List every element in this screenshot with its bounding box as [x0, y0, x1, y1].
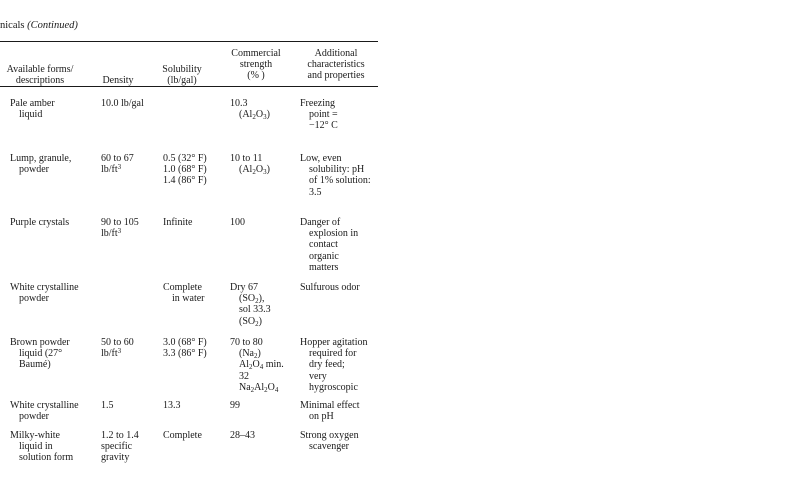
table-cell-strength: $Na_2Al_2O_4$ [239, 381, 279, 394]
table-cell-forms: solution form [19, 452, 74, 464]
table-cell-forms: White crystalline [10, 400, 79, 411]
table-cell-properties: on pH [309, 411, 334, 423]
table-cell-forms: Baumé) [19, 359, 51, 371]
table-cell-forms: powder [19, 164, 49, 176]
table-cell-forms: Milky-white [10, 430, 60, 441]
table-cell-solubility: Complete [163, 282, 202, 293]
table-cell-density: specific [101, 441, 133, 453]
table-cell-solubility: in water [172, 293, 205, 305]
table-cell-properties: hygroscopic [309, 381, 358, 393]
table-cell-density: $lb/ft^3$ [101, 227, 122, 240]
title-prefix: nicals [0, 20, 25, 31]
table-cell-forms: Brown powder [10, 337, 70, 348]
table-cell-strength: $(SO_2)$ [239, 315, 262, 328]
table-cell-solubility: 1.0 (68° F) [163, 164, 207, 176]
header-strength: strength [239, 59, 273, 71]
table-cell-forms: liquid (27° [19, 348, 63, 360]
table-cell-properties: Freezing [300, 98, 335, 109]
table-cell-density: $lb/ft^3$ [101, 163, 122, 176]
table-cell-properties: contact [309, 239, 338, 251]
table-cell-strength: sol 33.3 [239, 304, 271, 316]
table-cell-strength: 99 [230, 400, 240, 411]
header-forms: descriptions [15, 75, 65, 87]
table-cell-solubility: 0.5 (32° F) [163, 153, 207, 164]
table-cell-properties: Strong oxygen [300, 430, 359, 441]
table-cell-forms: White crystalline [10, 282, 79, 293]
header-properties: and properties [307, 70, 365, 82]
table-cell-strength: $Al_2O_4$ min. [239, 359, 284, 372]
table-cell-density: $lb/ft^3$ [101, 347, 122, 360]
table-cell-forms: liquid in [19, 441, 53, 453]
table-cell-strength: 28–43 [230, 430, 255, 441]
table-cell-strength: $(Na_2)$ [239, 348, 261, 361]
table-cell-properties: 3.5 [309, 186, 322, 198]
table-cell-density: 60 to 67 [101, 153, 134, 164]
table-cell-solubility: 3.0 (68° F) [163, 337, 207, 348]
table-cell-forms: powder [19, 411, 49, 423]
table-cell-strength: 10 to 11 [230, 153, 263, 164]
table-cell-properties: explosion in [309, 228, 359, 240]
header-strength: (% ) [247, 70, 265, 82]
table-cell-solubility: Complete [163, 430, 202, 441]
table-cell-properties: very [309, 370, 327, 382]
header-strength: Commercial [231, 48, 281, 59]
table-cell-strength: Dry 67 [230, 282, 259, 293]
page-title [0, 20, 78, 31]
table-cell-solubility: 13.3 [163, 400, 181, 411]
table-cell-strength: 32 [239, 370, 249, 382]
table-cell-solubility: 3.3 (86° F) [163, 348, 207, 360]
header-properties: characteristics [307, 59, 365, 71]
table-cell-properties: scavenger [309, 441, 349, 453]
header-solubility: Solubility [162, 64, 202, 75]
table-cell-strength: $(Al_2O_3)$ [239, 164, 270, 177]
table-cell-solubility: 1.4 (86° F) [163, 175, 207, 187]
table-cell-density: 10.0 lb/gal [101, 98, 144, 109]
table-cell-density: gravity [101, 452, 130, 464]
table-cell-properties: Hopper agitation [300, 337, 368, 348]
table-cell-properties: required for [309, 348, 357, 360]
table-cell-properties: point = [309, 109, 338, 121]
table-cell-strength: 70 to 80 [230, 337, 263, 348]
table-cell-properties: Low, even [300, 153, 342, 164]
header-properties: Additional [314, 48, 358, 59]
table-cell-forms: liquid [19, 109, 43, 121]
table-cell-forms: Lump, granule, [10, 153, 72, 164]
table-cell-properties: −12° C [309, 120, 338, 132]
table-cell-forms: powder [19, 293, 49, 305]
table-cell-properties: Danger of [300, 217, 341, 228]
header-solubility: (lb/gal) [167, 75, 197, 87]
table-cell-properties: organic [309, 250, 339, 262]
table-cell-properties: solubility: pH [309, 164, 365, 176]
table-cell-density: 90 to 105 [101, 217, 139, 228]
table-cell-density: 1.2 to 1.4 [101, 430, 139, 441]
table-cell-density: 1.5 [101, 400, 114, 411]
table-cell-strength: $(SO_2)$, [239, 293, 265, 306]
table-cell-properties: Sulfurous odor [300, 282, 360, 293]
table-cell-strength: $(Al_2O_3)$ [239, 109, 270, 122]
table-cell-properties: matters [309, 261, 339, 273]
table-cell-forms: Pale amber [10, 98, 55, 109]
header-density: Density [102, 75, 134, 86]
table-cell-properties: Minimal effect [300, 400, 360, 411]
top-rule [0, 41, 378, 42]
table-cell-density: 50 to 60 [101, 337, 134, 348]
table-cell-forms: Purple crystals [10, 217, 70, 228]
table-cell-properties: of 1% solution: [309, 175, 371, 187]
table-cell-solubility: Infinite [163, 217, 193, 228]
table-cell-strength: 10.3 [230, 98, 248, 109]
title-continued: (Continued) [27, 20, 78, 31]
header-forms: Available forms/ [6, 64, 74, 75]
table-cell-strength: 100 [230, 217, 245, 228]
table-cell-properties: dry feed; [309, 359, 345, 371]
